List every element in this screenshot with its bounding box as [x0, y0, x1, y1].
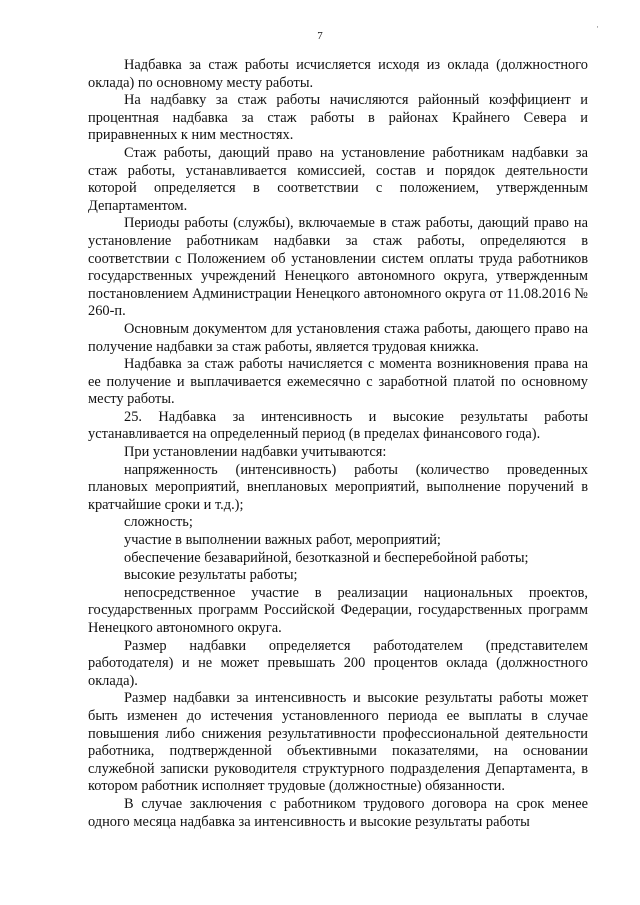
paragraph-accrual-start: Надбавка за стаж работы начисляется с момента возникновения права на ее получение и выплачивается ежемесячно с заработной платой по основному месту работы. [88, 356, 588, 408]
page-number: 7 [317, 30, 323, 42]
paragraph-short-contract: В случае заключения с работником трудового договора на срок менее одного месяца надбавка за интенсивность и высокие результаты работы [88, 795, 588, 830]
body-text [88, 57, 588, 831]
paragraph-regional-coefficient: На надбавку за стаж работы начисляются районный коэффициент и процентная надбавка за стаж работы в районах Крайнего Севера и приравненных к ним местностях. [88, 92, 588, 144]
list-item-national-projects: непосредственное участие в реализации национальных проектов, государственных программ Российской Федерации, государственных программ Ненецкого автономного округа. [88, 584, 588, 636]
paragraph-seniority-commission: Стаж работы, дающий право на установление работникам надбавки за стаж работы, устанавливается комиссией, состав и порядок деятельности которой определяется в соответствии с положением, утвержденным Департаментом. [88, 144, 588, 214]
paragraph-service-periods: Периоды работы (службы), включаемые в стаж работы, дающий право на установление работникам надбавки за стаж работы, определяются в соответствии с Положением об установлении систем оплаты труда работников государственных учреждений Ненецкого автономного округа, утвержденным постановлением Администрации Ненецкого автономного округа от 11.08.2016 № 260-п. [88, 215, 588, 320]
list-item-complexity: сложность; [124, 514, 193, 531]
paragraph-bonus-limit: Размер надбавки определяется работодателем (представителем работодателя) и не может превышать 200 процентов оклада (должностного оклада). [88, 637, 588, 689]
paragraph-clause-25: 25. Надбавка за интенсивность и высокие результаты работы устанавливается на определенный период (в пределах финансового года). [88, 408, 588, 443]
list-item-intensity: напряженность (интенсивность) работы (количество проведенных плановых мероприятий, внеплановых мероприятий, выполнение поручений в кратчайшие сроки и т.д.); [88, 461, 588, 513]
paragraph-seniority-calc-basis: Надбавка за стаж работы исчисляется исходя из оклада (должностного оклада) по основному месту работы. [88, 57, 588, 91]
list-item-high-results: высокие результаты работы; [124, 567, 298, 584]
list-item-important-work: участие в выполнении важных работ, мероприятий; [124, 532, 441, 549]
paragraph-bonus-change: Размер надбавки за интенсивность и высокие результаты работы может быть изменен до истечения установленного периода ее выплаты в случае повышения либо снижения результативности профессиональной деятельности работника, подтвержденной объективными показателями, на основании служебной записки руководителя структурного подразделения Департамента, в котором работник исполняет трудовые (должностные) обязанности. [88, 690, 588, 795]
paragraph-criteria-intro: При установлении надбавки учитываются: [124, 444, 387, 461]
paragraph-employment-record: Основным документом для установления стажа работы, дающего право на получение надбавки за стаж работы, является трудовая книжка. [88, 320, 588, 355]
scan-mark: · [596, 22, 599, 32]
list-item-reliability: обеспечение безаварийной, безотказной и бесперебойной работы; [124, 549, 529, 566]
